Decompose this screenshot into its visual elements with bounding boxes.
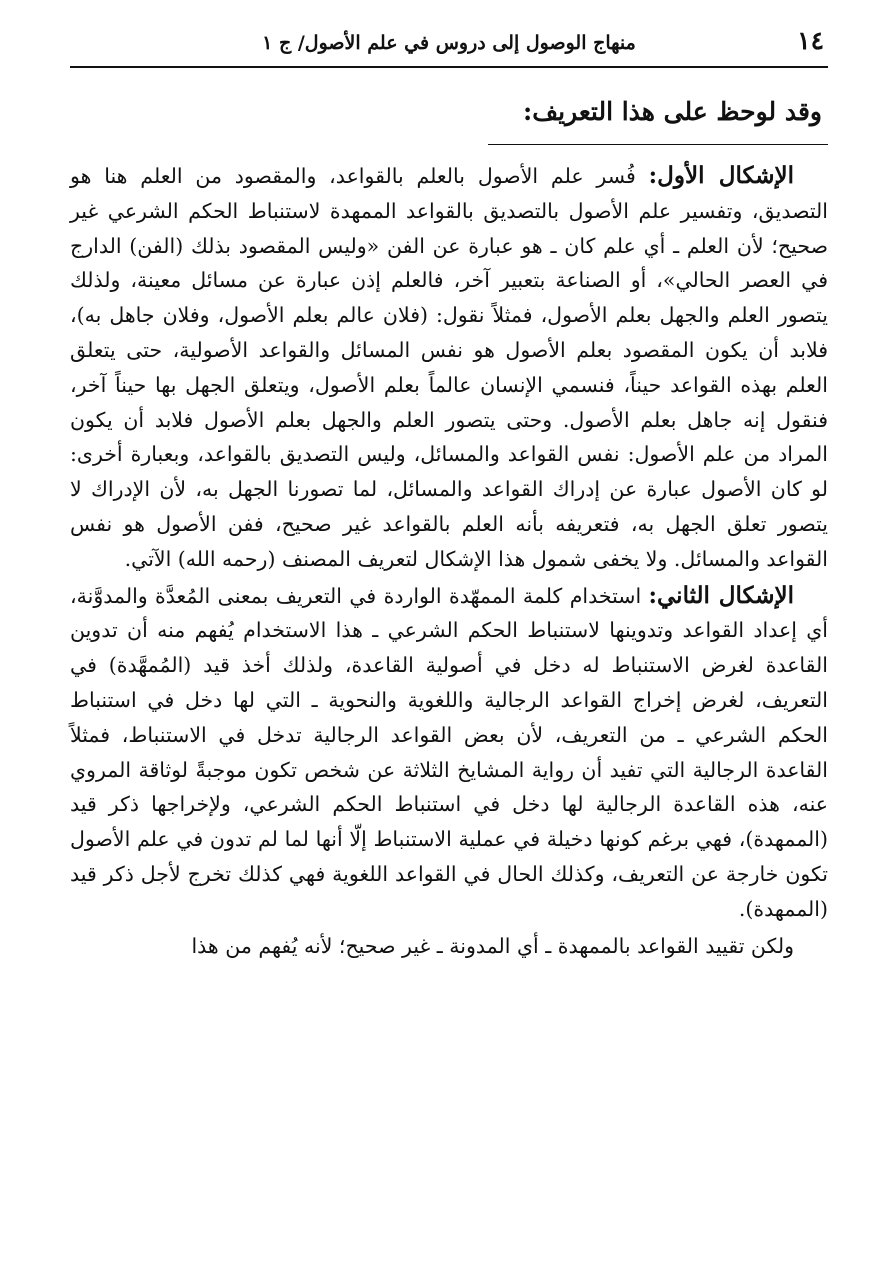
- paragraph-text: ولكن تقييد القواعد بالممهدة ـ أي المدونة ـ غير صحيح؛ لأنه يُفهم من هذا: [191, 933, 794, 958]
- page-number: ١٤: [797, 26, 824, 55]
- section-intro: وقد لوحظ على هذا التعريف:: [523, 97, 822, 126]
- paragraph-lead: الإشكال الأول:: [648, 162, 794, 189]
- paragraph-first-objection: [70, 159, 828, 577]
- paragraph-text: فُسر علم الأصول بالعلم بالقواعد، والمقصود من العلم هنا هو التصديق، وتفسير علم الأصول بالتصديق بالقواعد الممهدة لاستنباط الحكم الشرعي غير صحيح؛ لأن العلم ـ أي علم كان ـ هو عبارة عن الفن «وليس المقصود بذلك (الفن) الدارج في العصر الحالي»، أو الصناعة بتعبير آخر، فالعلم إذن عبارة عن مسائل معينة، ولذلك يتصور العلم والجهل بعلم الأصول، فمثلاً نقول: (فلان عالم بعلم الأصول، وفلان جاهل به)، فلابد أن يكون المقصود بعلم الأصول هو نفس المسائل والقواعد الأصولية، حتى يتعلق العلم بهذه القواعد حيناً، فنسمي الإنسان عالماً بعلم الأصول، ويتعلق الجهل بها حيناً آخر، فنقول إنه جاهل بعلم الأصول. وحتى يتصور العلم والجهل بعلم الأصول فلابد أن يكون المراد من علم الأصول: نفس القواعد والمسائل، وليس التصديق بالقواعد، وبعبارة أخرى: لو كان الأصول عبارة عن إدراك القواعد والمسائل، لما تصورنا الجهل به، لأن الإدراك لا يتصور تعلق الجهل به، فتعريفه بأنه العلم بالقواعد غير صحيح، ففن الأصول هو نفس القواعد والمسائل. ولا يخفى شمول هذا الإشكال لتعريف المصنف (رحمه الله) الآتي.: [70, 164, 828, 571]
- document-page: [70, 22, 828, 1272]
- paragraph-lead: الإشكال الثاني:: [648, 581, 794, 609]
- body-text: [70, 159, 828, 963]
- separator-line: [488, 144, 828, 145]
- book-title: منهاج الوصول إلى دروس في علم الأصول/ ج ١: [262, 32, 636, 54]
- paragraph-text: استخدام كلمة الممهّدة الواردة في التعريف بمعنى المُعدَّة والمدوَّنة، أي إعداد القواعد وتدوينها لاستنباط الحكم الشرعي ـ هذا الاستخدام يُفهم منه أن تدوين القاعدة لغرض الاستنباط له دخل في أصولية القاعدة، ولذلك أخذ قيد (المُمهَّدة) في التعريف، لغرض إخراج القواعد الرجالية واللغوية والنحوية ـ التي لها دخل في استنباط الحكم الشرعي ـ من التعريف، لأن بعض القواعد الرجالية تدخل في الاستنباط، فمثلاً القاعدة الرجالية التي تفيد أن رواية المشايخ الثلاثة عن شخص تكون موجبةً لوثاقة المروي عنه، هذه القاعدة الرجالية لها دخل في استنباط الحكم الشرعي، ولإخراجها ذكر قيد (الممهدة)، فهي برغم كونها دخيلة في عملية الاستنباط إلّا أنها لما لم تدون في علم الأصول تكون خارجة عن التعريف، وكذلك الحال في القواعد اللغوية فهي كذلك تخرج لأجل ذكر قيد (الممهدة).: [70, 583, 828, 921]
- running-header: [70, 22, 828, 68]
- paragraph-continuation: [70, 929, 828, 964]
- paragraph-second-objection: [70, 579, 828, 927]
